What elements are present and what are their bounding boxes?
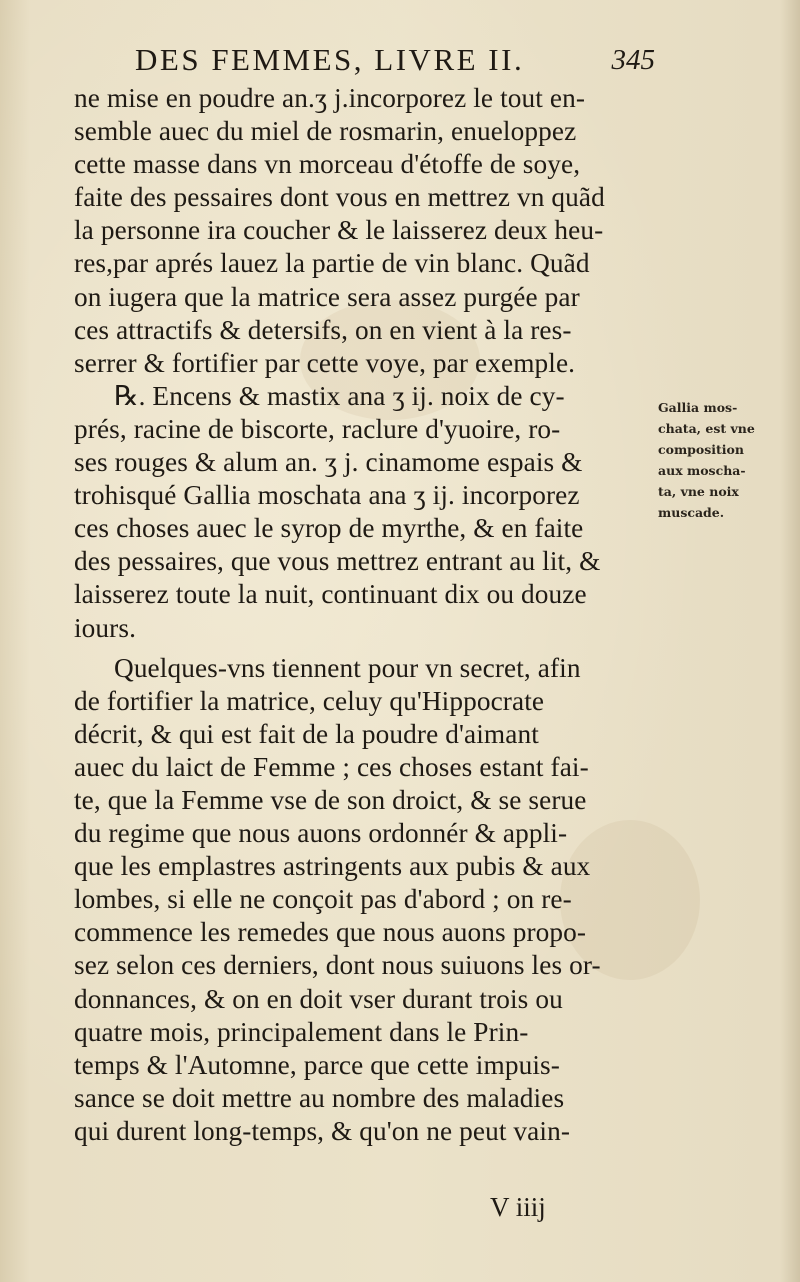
text-line: laisserez toute la nuit, continuant dix ou douze [74, 579, 587, 610]
margin-note-line: Gallia mos- [658, 400, 738, 415]
text-line: ces attractifs & detersifs, on en vient à la res- [74, 314, 572, 345]
margin-note-line: ta, vne noix [658, 484, 739, 499]
text-line: commence les remedes que nous auons propo- [74, 917, 587, 948]
text-line: que les emplastres astringents aux pubis & aux [74, 851, 591, 882]
text-line: cette masse dans vn morceau d'étoffe de soye, [74, 149, 581, 180]
text-line: lombes, si elle ne conçoit pas d'abord ; on re- [74, 884, 572, 915]
text-line: on iugera que la matrice sera assez purgée par [74, 281, 580, 312]
text-line: serrer & fortifier par cette voye, par exemple. [74, 347, 576, 378]
text-line: ne mise en poudre an.ʒ j.incorporez le tout en- [74, 83, 586, 113]
margin-note-line: composition [658, 442, 744, 457]
margin-note [658, 397, 788, 523]
running-title: DES FEMMES, LIVRE II. [135, 42, 525, 77]
signature-mark: V iiij [490, 1192, 546, 1222]
margin-note-line: chata, est vne [658, 421, 755, 436]
text-line: sance se doit mettre au nombre des maladies [74, 1082, 565, 1113]
text-line: auec du laict de Femme ; ces choses estant fai- [74, 751, 589, 782]
text-line: temps & l'Automne, parce que cette impuis- [74, 1049, 560, 1080]
text-line: semble auec du miel de rosmarin, enueloppez [74, 116, 577, 147]
page-header [135, 42, 655, 82]
text-line: donnances, & on en doit vser durant trois ou [74, 983, 563, 1014]
text-line: te, que la Femme vse de son droict, & se serue [74, 784, 587, 815]
text-line: res,par aprés lauez la partie de vin blanc. Quãd [74, 248, 590, 279]
text-line: faite des pessaires dont vous en mettrez vn quãd [74, 182, 605, 213]
text-line: qui durent long-temps, & qu'on ne peut vain- [74, 1115, 571, 1146]
text-line: prés, racine de biscorte, raclure d'yuoire, ro- [74, 413, 561, 444]
text-line: sez selon ces derniers, dont nous suiuons les or- [74, 950, 601, 981]
recipe-line: ℞. Encens & mastix ana ʒ ij. noix de cy- [114, 380, 565, 411]
text-line: du regime que nous auons ordonnér & appli- [74, 818, 568, 849]
main-text [74, 82, 654, 1148]
margin-note-line: aux moscha- [658, 463, 746, 478]
text-line: la personne ira coucher & le laisserez deux heu- [74, 215, 604, 246]
text-line: ces choses auec le syrop de myrthe, & en faite [74, 513, 584, 544]
margin-note-line: muscade. [658, 505, 725, 520]
text-line: de fortifier la matrice, celuy qu'Hippocrate [74, 685, 545, 716]
text-line: trohisqué Gallia moschata ana ʒ ij. incorporez [74, 480, 580, 511]
text-line: ses rouges & alum an. ʒ j. cinamome espais & [74, 447, 583, 478]
text-line: des pessaires, que vous mettrez entrant au lit, & [74, 546, 601, 577]
page-number: 345 [611, 44, 655, 76]
text-line: iours. [74, 612, 137, 643]
paragraph-start-line: Quelques-vns tiennent pour vn secret, afin [114, 652, 581, 683]
text-line: quatre mois, principalement dans le Prin- [74, 1016, 529, 1047]
text-line: décrit, & qui est fait de la poudre d'aimant [74, 718, 539, 749]
